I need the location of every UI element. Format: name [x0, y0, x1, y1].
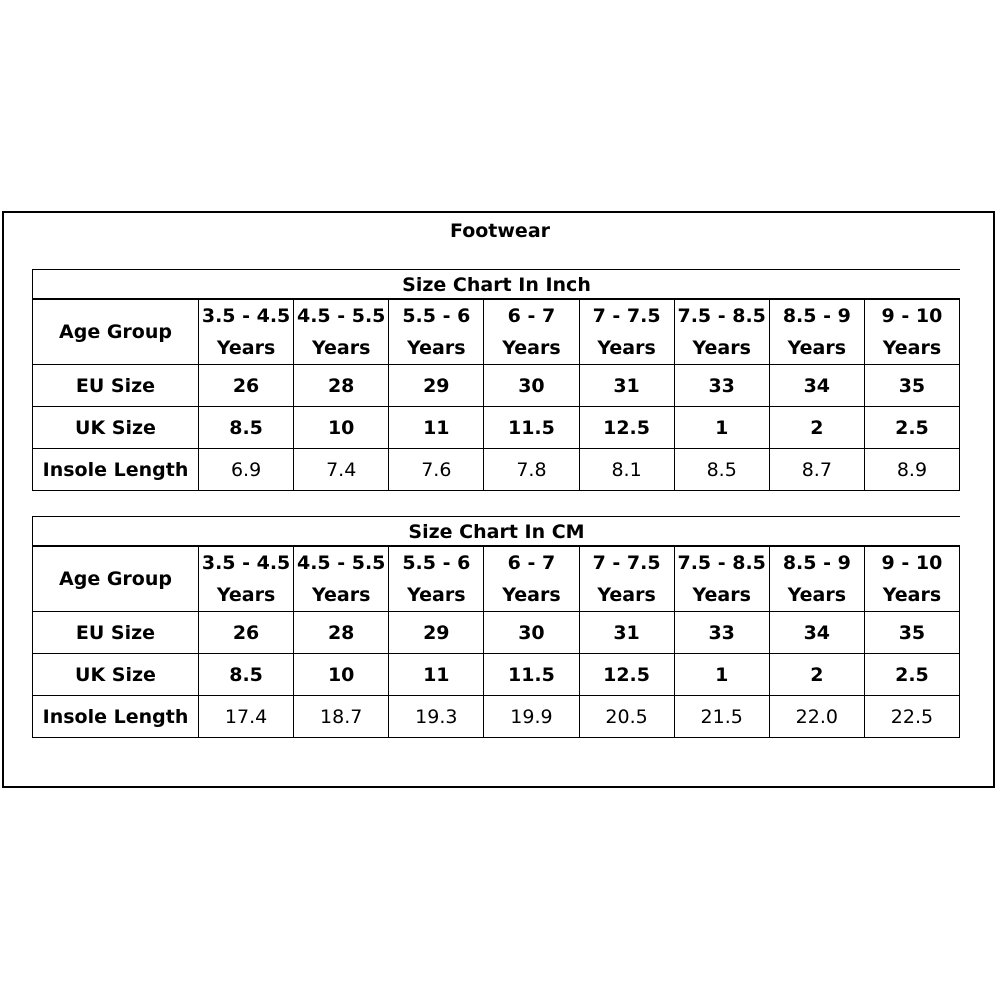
- insole-length-cell: 8.1: [579, 449, 674, 491]
- uk-size-cell: 10: [294, 407, 389, 449]
- eu-size-cell: 30: [484, 365, 579, 407]
- uk-size-cell: 11.5: [484, 654, 579, 696]
- uk-size-cell: 10: [294, 654, 389, 696]
- eu-size-cell: 35: [864, 365, 959, 407]
- uk-size-cell: 2: [769, 407, 864, 449]
- age-group-cell: [769, 300, 864, 365]
- age-unit: Years: [502, 337, 561, 359]
- age-range: 4.5 - 5.5: [296, 305, 386, 327]
- age-range: 6 - 7: [507, 552, 556, 574]
- age-range: 7 - 7.5: [592, 552, 661, 574]
- age-range: 5.5 - 6: [402, 552, 471, 574]
- row-label-uk-size: UK Size: [33, 654, 199, 696]
- page-title: Footwear: [449, 220, 551, 242]
- age-range: 6 - 7: [507, 305, 556, 327]
- row-label-age-group: Age Group: [33, 547, 199, 612]
- age-range: 8.5 - 9: [782, 305, 851, 327]
- age-unit: Years: [692, 337, 751, 359]
- uk-size-row: [33, 654, 960, 696]
- age-group-row: [33, 547, 960, 612]
- size-chart-inch: [32, 269, 960, 491]
- row-label-eu-size: EU Size: [33, 612, 199, 654]
- row-label-insole-length: Insole Length: [33, 449, 199, 491]
- eu-size-cell: 29: [389, 612, 484, 654]
- age-group-cell: [769, 547, 864, 612]
- age-group-cell: [484, 300, 579, 365]
- uk-size-cell: 11.5: [484, 407, 579, 449]
- insole-length-cell: 22.5: [864, 696, 959, 738]
- eu-size-cell: 28: [294, 365, 389, 407]
- insole-length-cell: 7.4: [294, 449, 389, 491]
- age-range: 7.5 - 8.5: [677, 552, 766, 574]
- size-table: [32, 546, 960, 738]
- eu-size-cell: 31: [579, 612, 674, 654]
- insole-length-cell: 18.7: [294, 696, 389, 738]
- age-unit: Years: [311, 337, 371, 359]
- insole-length-row: [33, 449, 960, 491]
- row-label-eu-size: EU Size: [33, 365, 199, 407]
- row-label-age-group: Age Group: [33, 300, 199, 365]
- age-range: 4.5 - 5.5: [296, 552, 386, 574]
- age-unit: Years: [787, 337, 847, 359]
- age-range: 8.5 - 9: [782, 552, 851, 574]
- age-group-cell: [484, 547, 579, 612]
- insole-length-row: [33, 696, 960, 738]
- eu-size-cell: 31: [579, 365, 674, 407]
- age-unit: Years: [502, 584, 561, 606]
- age-group-cell: [389, 547, 484, 612]
- eu-size-cell: 34: [769, 612, 864, 654]
- age-unit: Years: [882, 337, 942, 359]
- age-group-cell: [294, 300, 389, 365]
- uk-size-cell: 2: [769, 654, 864, 696]
- age-range: 3.5 - 4.5: [201, 305, 291, 327]
- insole-length-cell: 20.5: [579, 696, 674, 738]
- age-group-row: [33, 300, 960, 365]
- age-unit: Years: [407, 337, 466, 359]
- age-range: 9 - 10: [881, 305, 943, 327]
- row-label-uk-size: UK Size: [33, 407, 199, 449]
- eu-size-cell: 33: [674, 365, 769, 407]
- eu-size-cell: 30: [484, 612, 579, 654]
- size-table: [32, 299, 960, 491]
- insole-length-cell: 6.9: [199, 449, 294, 491]
- age-unit: Years: [882, 584, 942, 606]
- eu-size-cell: 26: [199, 365, 294, 407]
- age-unit: Years: [216, 337, 276, 359]
- age-unit: Years: [597, 584, 656, 606]
- age-range: 3.5 - 4.5: [201, 552, 291, 574]
- insole-length-cell: 8.5: [674, 449, 769, 491]
- eu-size-row: [33, 612, 960, 654]
- age-range: 7 - 7.5: [592, 305, 661, 327]
- uk-size-cell: 2.5: [864, 654, 959, 696]
- eu-size-cell: 26: [199, 612, 294, 654]
- insole-length-cell: 21.5: [674, 696, 769, 738]
- uk-size-cell: 1: [674, 407, 769, 449]
- age-group-cell: [674, 547, 769, 612]
- uk-size-cell: 1: [674, 654, 769, 696]
- uk-size-cell: 2.5: [864, 407, 959, 449]
- age-unit: Years: [311, 584, 371, 606]
- age-group-cell: [389, 300, 484, 365]
- uk-size-cell: 8.5: [199, 654, 294, 696]
- chart-caption: Size Chart In CM: [32, 516, 960, 546]
- age-group-cell: [579, 547, 674, 612]
- age-unit: Years: [407, 584, 466, 606]
- insole-length-cell: 8.7: [769, 449, 864, 491]
- age-unit: Years: [216, 584, 276, 606]
- insole-length-cell: 8.9: [864, 449, 959, 491]
- age-unit: Years: [692, 584, 751, 606]
- size-chart-cm: [32, 516, 960, 738]
- age-group-cell: [579, 300, 674, 365]
- age-group-cell: [674, 300, 769, 365]
- age-unit: Years: [787, 584, 847, 606]
- uk-size-cell: 12.5: [579, 654, 674, 696]
- eu-size-cell: 35: [864, 612, 959, 654]
- insole-length-cell: 7.8: [484, 449, 579, 491]
- eu-size-cell: 29: [389, 365, 484, 407]
- eu-size-row: [33, 365, 960, 407]
- uk-size-row: [33, 407, 960, 449]
- uk-size-cell: 12.5: [579, 407, 674, 449]
- age-range: 9 - 10: [881, 552, 943, 574]
- age-group-cell: [199, 300, 294, 365]
- age-range: 7.5 - 8.5: [677, 305, 766, 327]
- age-range: 5.5 - 6: [402, 305, 471, 327]
- age-group-cell: [864, 547, 959, 612]
- eu-size-cell: 28: [294, 612, 389, 654]
- age-group-cell: [294, 547, 389, 612]
- insole-length-cell: 19.3: [389, 696, 484, 738]
- insole-length-cell: 22.0: [769, 696, 864, 738]
- insole-length-cell: 7.6: [389, 449, 484, 491]
- insole-length-cell: 19.9: [484, 696, 579, 738]
- age-group-cell: [199, 547, 294, 612]
- row-label-insole-length: Insole Length: [33, 696, 199, 738]
- uk-size-cell: 8.5: [199, 407, 294, 449]
- age-unit: Years: [597, 337, 656, 359]
- eu-size-cell: 34: [769, 365, 864, 407]
- uk-size-cell: 11: [389, 654, 484, 696]
- age-group-cell: [864, 300, 959, 365]
- chart-caption: Size Chart In Inch: [32, 269, 960, 299]
- insole-length-cell: 17.4: [199, 696, 294, 738]
- eu-size-cell: 33: [674, 612, 769, 654]
- uk-size-cell: 11: [389, 407, 484, 449]
